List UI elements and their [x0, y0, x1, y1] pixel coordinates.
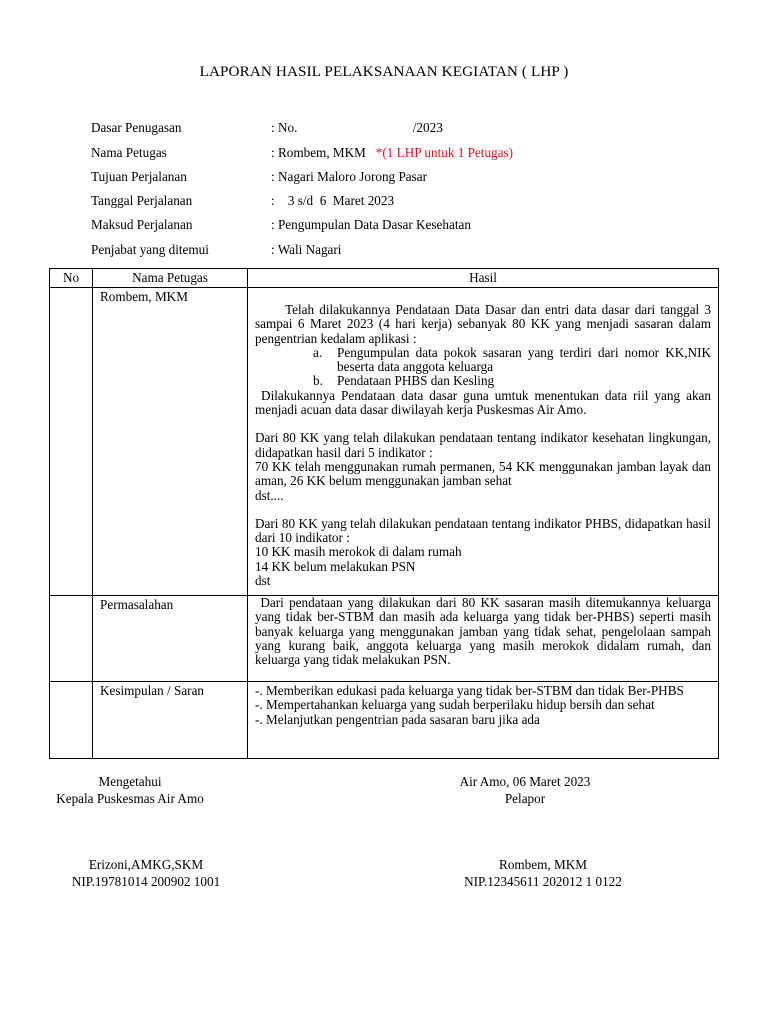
signature-right-block	[428, 856, 658, 890]
signature-right-nip: NIP.12345611 202012 1 0122	[464, 874, 622, 889]
signature-left-line1: Mengetahui	[98, 774, 162, 789]
hasil-dst-2: dst	[255, 573, 271, 589]
signature-left-block	[31, 856, 261, 890]
list-text: Pengumpulan data pokok sasaran yang terdiri dari nomor KK,NIK beserta data anggota keluarga	[337, 344, 711, 375]
hasil-phbs-result-2: 14 KK belum melakukan PSN	[255, 558, 416, 574]
info-note: *(1 LHP untuk 1 Petugas)	[375, 145, 514, 160]
signature-right-header	[415, 773, 635, 807]
list-marker: b.	[313, 373, 323, 389]
info-value: : No. /2023	[271, 120, 443, 135]
signature-right-name: Rombem, MKM	[499, 857, 587, 872]
permasalahan-text: Dari pendataan yang dilakukan dari 80 KK sasaran masih ditemukannya keluarga yang tidak ber-STBM dan masih ada keluarga yang tidak ber-PHBS) seperti masih banyak keluarga yang menggunakan jamban yang tidak sehat, pengelolaan sampah yang kurang baik, anggota keluarga yang masih merokok didalam rumah, dan keluarga yang tidak melakukan PSN.	[255, 595, 715, 668]
list-marker: a.	[313, 344, 323, 360]
hasil-paragraph-phbs: Dari 80 KK yang telah dilakukan pendataan tentang indikator PHBS, didapatkan hasil dari 10 indikator :	[255, 515, 711, 546]
info-value: : Nagari Maloro Jorong Pasar	[271, 169, 428, 184]
hasil-phbs-result-1: 10 KK masih merokok di dalam rumah	[255, 544, 462, 560]
report-table	[49, 268, 719, 759]
header-nama-petugas: Nama Petugas	[93, 269, 248, 288]
cell-no	[50, 596, 93, 682]
saran-line-3: -. Melanjutkan pengentrian pada sasaran baru jika ada	[255, 711, 540, 727]
table-row-permasalahan	[50, 596, 719, 682]
table-row-hasil	[50, 288, 719, 596]
info-label: Nama Petugas	[91, 145, 167, 160]
signature-left-header	[20, 773, 240, 807]
info-value: : Pengumpulan Data Dasar Kesehatan	[271, 217, 471, 232]
cell-kesimpulan	[248, 682, 719, 759]
cell-no	[50, 682, 93, 759]
hasil-paragraph-intro: Telah dilakukannya Pendataan Data Dasar dan entri data dasar dari tanggal 3 sampai 6 Maret 2023 (4 hari kerja) sebanyak 80 KK yang menjadi sasaran dalam pengentrian kedalam aplikasi :	[255, 302, 711, 346]
hasil-dst-1: dst....	[255, 487, 284, 503]
info-label: Tujuan Perjalanan	[91, 169, 187, 184]
info-label: Maksud Perjalanan	[91, 217, 193, 232]
signature-left-line2: Kepala Puskesmas Air Amo	[56, 791, 204, 806]
saran-line-2: -. Mempertahankan keluarga yang sudah berperilaku hidup bersih dan sehat	[255, 697, 655, 713]
info-label: Tanggal Perjalanan	[91, 193, 193, 208]
info-value: : Wali Nagari	[271, 242, 342, 257]
cell-no	[50, 288, 93, 596]
signature-left-nip: NIP.19781014 200902 1001	[71, 874, 221, 889]
header-hasil: Hasil	[248, 269, 719, 288]
hasil-paragraph-kesling: Dari 80 KK yang telah dilakukan pendataan tentang indikator kesehatan lingkungan, didapatkan hasil dari 5 indikator :	[255, 430, 711, 460]
signature-right-date: Air Amo, 06 Maret 2023	[459, 774, 591, 789]
list-item-a	[255, 346, 711, 375]
info-value: : 3 s/d 6 Maret 2023	[271, 193, 395, 208]
signature-left-name: Erizoni,AMKG,SKM	[88, 857, 204, 872]
cell-hasil	[248, 288, 719, 596]
info-label: Dasar Penugasan	[91, 120, 182, 135]
document-title: LAPORAN HASIL PELAKSANAAN KEGIATAN ( LHP )	[199, 63, 569, 80]
list-text: Pendataan PHBS dan Kesling	[337, 373, 495, 389]
signature-right-role: Pelapor	[504, 791, 546, 806]
table-row-kesimpulan	[50, 682, 719, 759]
cell-permasalahan	[248, 596, 719, 682]
cell-kesimpulan-label: Kesimpulan / Saran	[93, 682, 248, 759]
hasil-paragraph-kesling-result: 70 KK telah menggunakan rumah permanen, 54 KK menggunakan jamban layak dan aman, 26 KK belum menggunakan jamban sehat	[255, 458, 711, 489]
saran-line-1: -. Memberikan edukasi pada keluarga yang tidak ber-STBM dan tidak Ber-PHBS	[255, 683, 684, 698]
header-no: No	[50, 269, 93, 288]
info-label: Penjabat yang ditemui	[91, 242, 209, 257]
list-item-b	[255, 374, 711, 388]
info-value: : Rombem, MKM	[271, 145, 376, 160]
hasil-paragraph-purpose: Dilakukannya Pendataan data dasar guna umtuk menentukan data riil yang akan menjadi acuan data dasar diwilayah kerja Puskesmas Air Amo.	[255, 387, 715, 418]
cell-nama-petugas: Rombem, MKM	[93, 288, 248, 596]
cell-permasalahan-label: Permasalahan	[93, 596, 248, 682]
table-header-row	[50, 269, 719, 288]
